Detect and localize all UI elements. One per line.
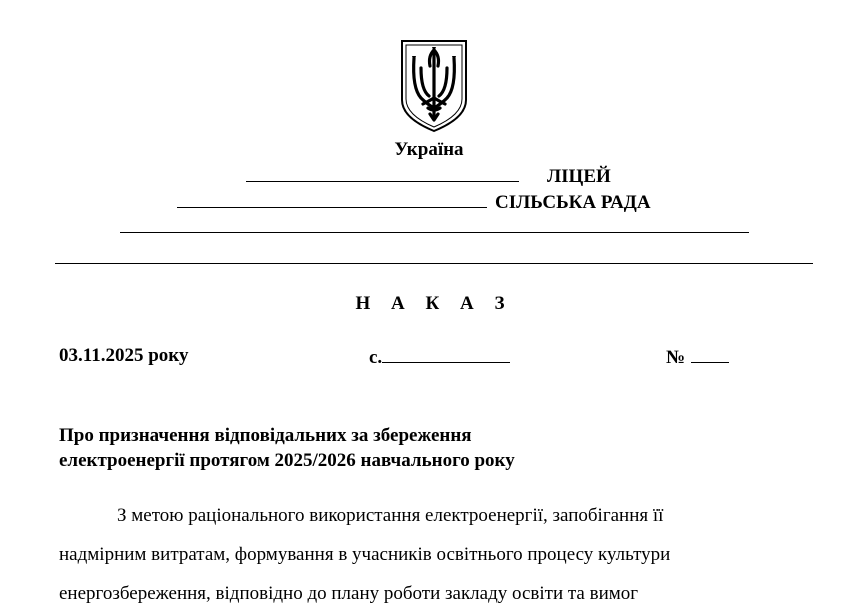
trident-emblem-icon (399, 38, 469, 134)
subject-line-2: електроенергії протягом 2025/2026 навчального року (59, 450, 515, 471)
council-line (177, 190, 651, 212)
place-blank (382, 345, 510, 363)
body-paragraph (59, 496, 799, 613)
institution-suffix: ЛІЦЕЙ (547, 166, 611, 187)
place-prefix: с. (369, 347, 383, 368)
body-line-3: енергозбереження, відповідно до плану роботи закладу освіти та вимог (59, 583, 639, 604)
body-line-1: З метою раціонального використання електроенергії, запобігання її (117, 505, 664, 526)
address-blank-line (120, 232, 749, 233)
header-divider (55, 263, 813, 264)
number-blank (691, 345, 729, 363)
order-subject (59, 423, 515, 473)
institution-line (246, 164, 611, 186)
order-date: 03.11.2025 року (59, 345, 189, 366)
council-name-blank (177, 190, 487, 208)
institution-name-blank (246, 164, 519, 182)
body-line-2: надмірним витратам, формування в учасників освітнього процесу культури (59, 544, 671, 565)
council-suffix: СІЛЬСЬКА РАДА (495, 192, 651, 213)
order-number (666, 345, 729, 369)
order-place (369, 345, 510, 369)
document-title: Н А К А З (355, 293, 513, 314)
country-name: Україна (394, 139, 464, 160)
number-prefix: № (666, 347, 686, 368)
subject-line-1: Про призначення відповідальних за збереження (59, 425, 472, 446)
